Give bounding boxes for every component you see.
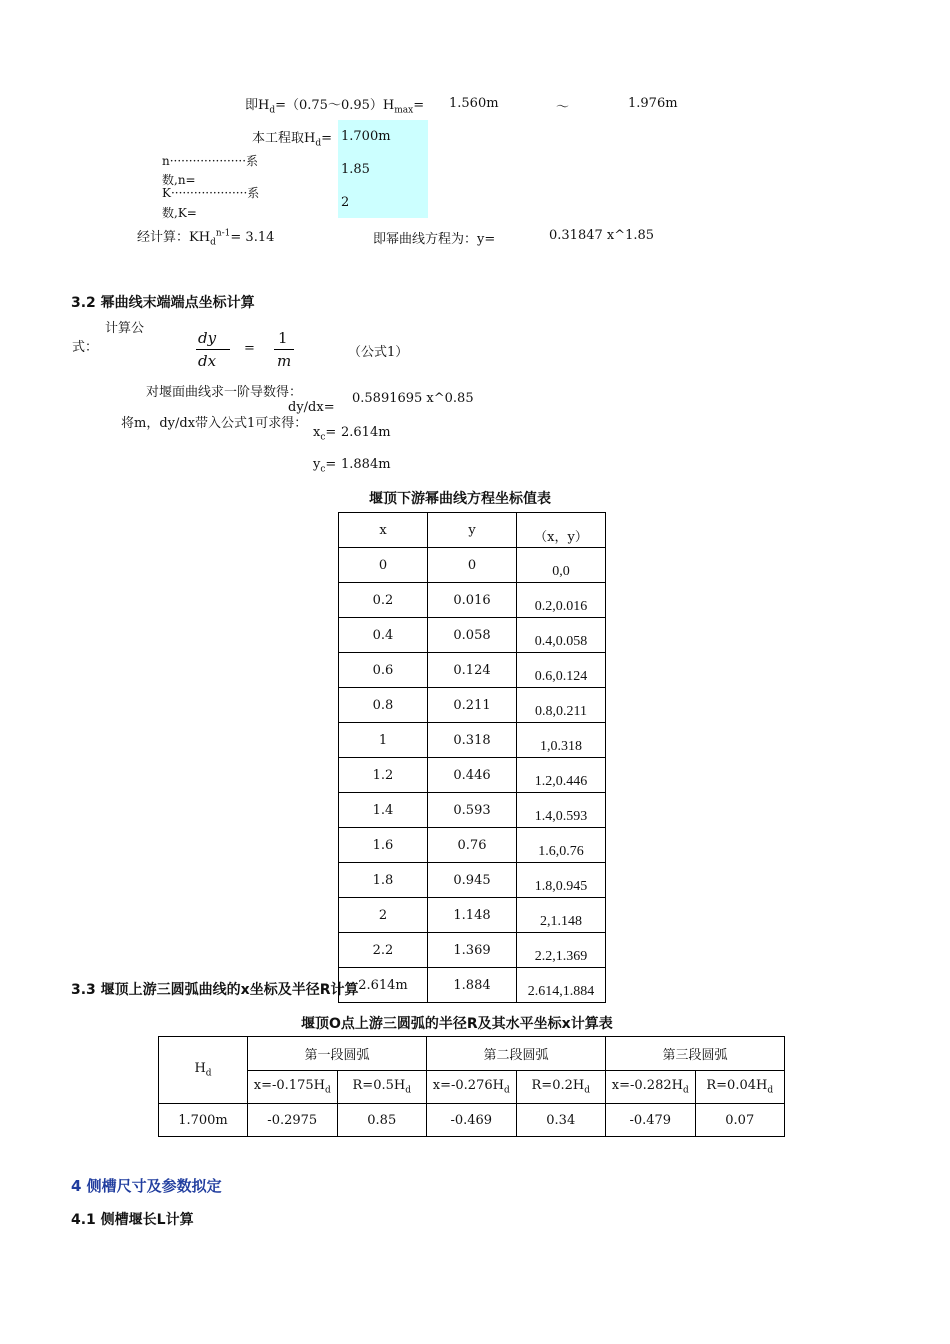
x2-header — [427, 1070, 517, 1104]
frac-line-right — [274, 349, 294, 350]
xc-label: x — [313, 425, 321, 440]
hd-header: H — [194, 1061, 206, 1077]
yc-label: y — [313, 457, 321, 472]
section-4-1-heading: 4.1 侧槽堰长L计算 — [71, 1212, 194, 1228]
coord-cell: 1.2,0.446 — [517, 758, 606, 793]
section-3-3-heading: 3.3 堰顶上游三圆弧曲线的x坐标及半径R计算 — [71, 982, 359, 998]
curve-label: 即幂曲线方程为：y= — [373, 232, 496, 247]
coord-cell: 1.4,0.593 — [517, 793, 606, 828]
r1-header-text: R=0.5H — [352, 1077, 406, 1093]
r3-header — [695, 1070, 785, 1104]
x3-header-text: x=-0.282H — [611, 1077, 683, 1093]
x2-header-text: x=-0.276H — [432, 1077, 504, 1093]
coord-cell: 1.8,0.945 — [517, 863, 606, 898]
coord-cell: 1.6,0.76 — [517, 828, 606, 863]
coord-cell: 0.8 — [339, 688, 428, 723]
arc-value-r3: 0.07 — [695, 1104, 785, 1137]
coord-header-cell: （x，y） — [517, 513, 606, 548]
calc-line — [137, 226, 274, 248]
coord-cell: 0 — [428, 548, 517, 583]
r1-sub: d — [405, 1085, 411, 1096]
curve-equation: 0.31847 x^1.85 — [549, 228, 655, 243]
coord-cell: 1.148 — [428, 898, 517, 933]
coord-cell: 1.8 — [339, 863, 428, 898]
hmax-sub: max — [394, 105, 414, 116]
coord-cell: 1.4 — [339, 793, 428, 828]
derivative-value: 0.5891695 x^0.85 — [352, 391, 474, 406]
xc-sub: c — [320, 432, 326, 443]
coord-cell: 0.124 — [428, 653, 517, 688]
table-row — [339, 933, 606, 968]
coord-cell: 0.945 — [428, 863, 517, 898]
hd-header-sub: d — [205, 1068, 212, 1079]
x3-sub: d — [682, 1085, 689, 1096]
arc3-header: 第三段圆弧 — [606, 1037, 785, 1071]
table-row — [339, 583, 606, 618]
calc-label: 经计算：KH — [137, 230, 211, 245]
coord-cell: 0.6 — [339, 653, 428, 688]
table-row — [339, 968, 606, 1003]
hd-header-cell — [159, 1037, 248, 1104]
xc-line — [313, 425, 336, 443]
arc-table-title: 堰顶O点上游三圆弧的半径R及其水平坐标x计算表 — [301, 1016, 613, 1032]
hd-range-line — [245, 94, 424, 116]
arc-value-hd: 1.700m — [159, 1104, 248, 1137]
coord-cell: 0.211 — [428, 688, 517, 723]
coord-cell: 0.4 — [339, 618, 428, 653]
frac-num-right: 1 — [278, 329, 288, 347]
x1-header — [248, 1070, 338, 1104]
derivative-lhs: dy/dx= — [288, 400, 335, 415]
tilde: ～ — [556, 100, 570, 115]
table-row — [339, 793, 606, 828]
coord-cell: 1.6 — [339, 828, 428, 863]
coord-cell: 2.614m — [339, 968, 428, 1003]
hd-value: 1.700m — [341, 129, 391, 144]
hd-take-eq: = — [321, 131, 333, 146]
arc-value-x2: -0.469 — [427, 1104, 517, 1137]
yc-sub: c — [320, 464, 326, 475]
n-label-1: n····················系 — [162, 154, 259, 168]
calc-value: = 3.14 — [230, 230, 275, 245]
coord-table-header-row — [339, 513, 606, 548]
coord-table-title: 堰顶下游幂曲线方程坐标值表 — [369, 491, 551, 507]
calc-sup: n-1 — [215, 228, 231, 239]
coord-cell: 0.76 — [428, 828, 517, 863]
coord-header-cell: y — [428, 513, 517, 548]
coord-header-cell: x — [339, 513, 428, 548]
n-label-2: 数,n= — [162, 173, 196, 187]
section-4-heading: 4 侧槽尺寸及参数拟定 — [71, 1177, 222, 1195]
formula-tag: （公式1） — [348, 345, 409, 360]
derivative-label: 对堰面曲线求一阶导数得： — [146, 385, 303, 400]
coord-cell: 1.2 — [339, 758, 428, 793]
r3-sub: d — [767, 1085, 774, 1096]
r2-header-text: R=0.2H — [531, 1077, 585, 1093]
coord-cell: 0.6,0.124 — [517, 653, 606, 688]
coord-cell: 0.8,0.211 — [517, 688, 606, 723]
table-row — [339, 653, 606, 688]
formula-label-1: 计算公 — [105, 321, 145, 336]
x3-header — [606, 1070, 696, 1104]
coord-cell: 2 — [339, 898, 428, 933]
table-row — [339, 828, 606, 863]
table-row — [339, 758, 606, 793]
calc-sub: d — [210, 237, 216, 248]
coord-cell: 0.4,0.058 — [517, 618, 606, 653]
formula-equals: = — [244, 341, 255, 356]
arc1-header: 第一段圆弧 — [248, 1037, 427, 1071]
r1-header — [337, 1070, 427, 1104]
table-row — [339, 723, 606, 758]
coord-cell: 1 — [339, 723, 428, 758]
coord-table — [338, 512, 606, 1003]
k-label-1: K····················系 — [162, 186, 260, 200]
k-label-2: 数,K= — [162, 206, 197, 220]
x2-sub: d — [503, 1085, 510, 1096]
coord-cell: 2.2,1.369 — [517, 933, 606, 968]
xc-eq: = — [325, 425, 337, 440]
arc-value-r2: 0.34 — [516, 1104, 606, 1137]
r3-header-text: R=0.04H — [706, 1077, 768, 1093]
table-row — [339, 898, 606, 933]
hd-min-value: 1.560m — [449, 96, 499, 111]
arc-table — [158, 1036, 785, 1137]
coord-cell: 0.446 — [428, 758, 517, 793]
arc-value-x1: -0.2975 — [248, 1104, 338, 1137]
frac-line-left — [196, 349, 230, 350]
table-row — [339, 548, 606, 583]
coord-cell: 0.593 — [428, 793, 517, 828]
frac-den-right: m — [277, 352, 292, 370]
k-value: 2 — [341, 195, 350, 210]
coord-cell: 0.2,0.016 — [517, 583, 606, 618]
r2-header — [516, 1070, 606, 1104]
x1-sub: d — [324, 1085, 331, 1096]
table-row — [339, 863, 606, 898]
yc-value: 1.884m — [341, 457, 391, 472]
hd-range-eq: = — [413, 98, 425, 113]
coord-cell: 2.2 — [339, 933, 428, 968]
hd-take-sub: d — [315, 138, 322, 149]
arc-value-x3: -0.479 — [606, 1104, 696, 1137]
frac-den-left: dx — [198, 352, 217, 370]
hd-sub: d — [269, 105, 276, 116]
hd-range-formula: =（0.75～0.95）H — [275, 98, 395, 113]
coord-cell: 1.884 — [428, 968, 517, 1003]
yc-eq: = — [325, 457, 337, 472]
coord-cell: 0.058 — [428, 618, 517, 653]
frac-num-left: dy — [198, 329, 217, 347]
coord-cell: 2,1.148 — [517, 898, 606, 933]
hd-take-line — [252, 127, 332, 149]
formula-label-2: 式： — [72, 340, 99, 355]
coord-cell: 0.318 — [428, 723, 517, 758]
n-value: 1.85 — [341, 162, 370, 177]
r2-sub: d — [584, 1085, 590, 1096]
coord-cell: 0 — [339, 548, 428, 583]
table-row — [339, 688, 606, 723]
substitute-label: 将m，dy/dx带入公式1可求得： — [121, 416, 308, 431]
coord-cell: 0.2 — [339, 583, 428, 618]
arc-value-r1: 0.85 — [337, 1104, 427, 1137]
coord-cell: 0,0 — [517, 548, 606, 583]
hd-range-label: 即H — [245, 98, 270, 113]
coord-cell: 0.016 — [428, 583, 517, 618]
yc-line — [313, 457, 336, 475]
arc2-header: 第二段圆弧 — [427, 1037, 606, 1071]
xc-value: 2.614m — [341, 425, 391, 440]
x1-header-text: x=-0.175H — [253, 1077, 325, 1093]
hd-take-label: 本工程取H — [252, 131, 316, 146]
hd-max-value: 1.976m — [628, 96, 678, 111]
table-row — [339, 618, 606, 653]
coord-cell: 2.614,1.884 — [517, 968, 606, 1003]
coord-cell: 1.369 — [428, 933, 517, 968]
coord-cell: 1,0.318 — [517, 723, 606, 758]
section-3-2-heading: 3.2 幂曲线末端端点坐标计算 — [71, 295, 255, 311]
